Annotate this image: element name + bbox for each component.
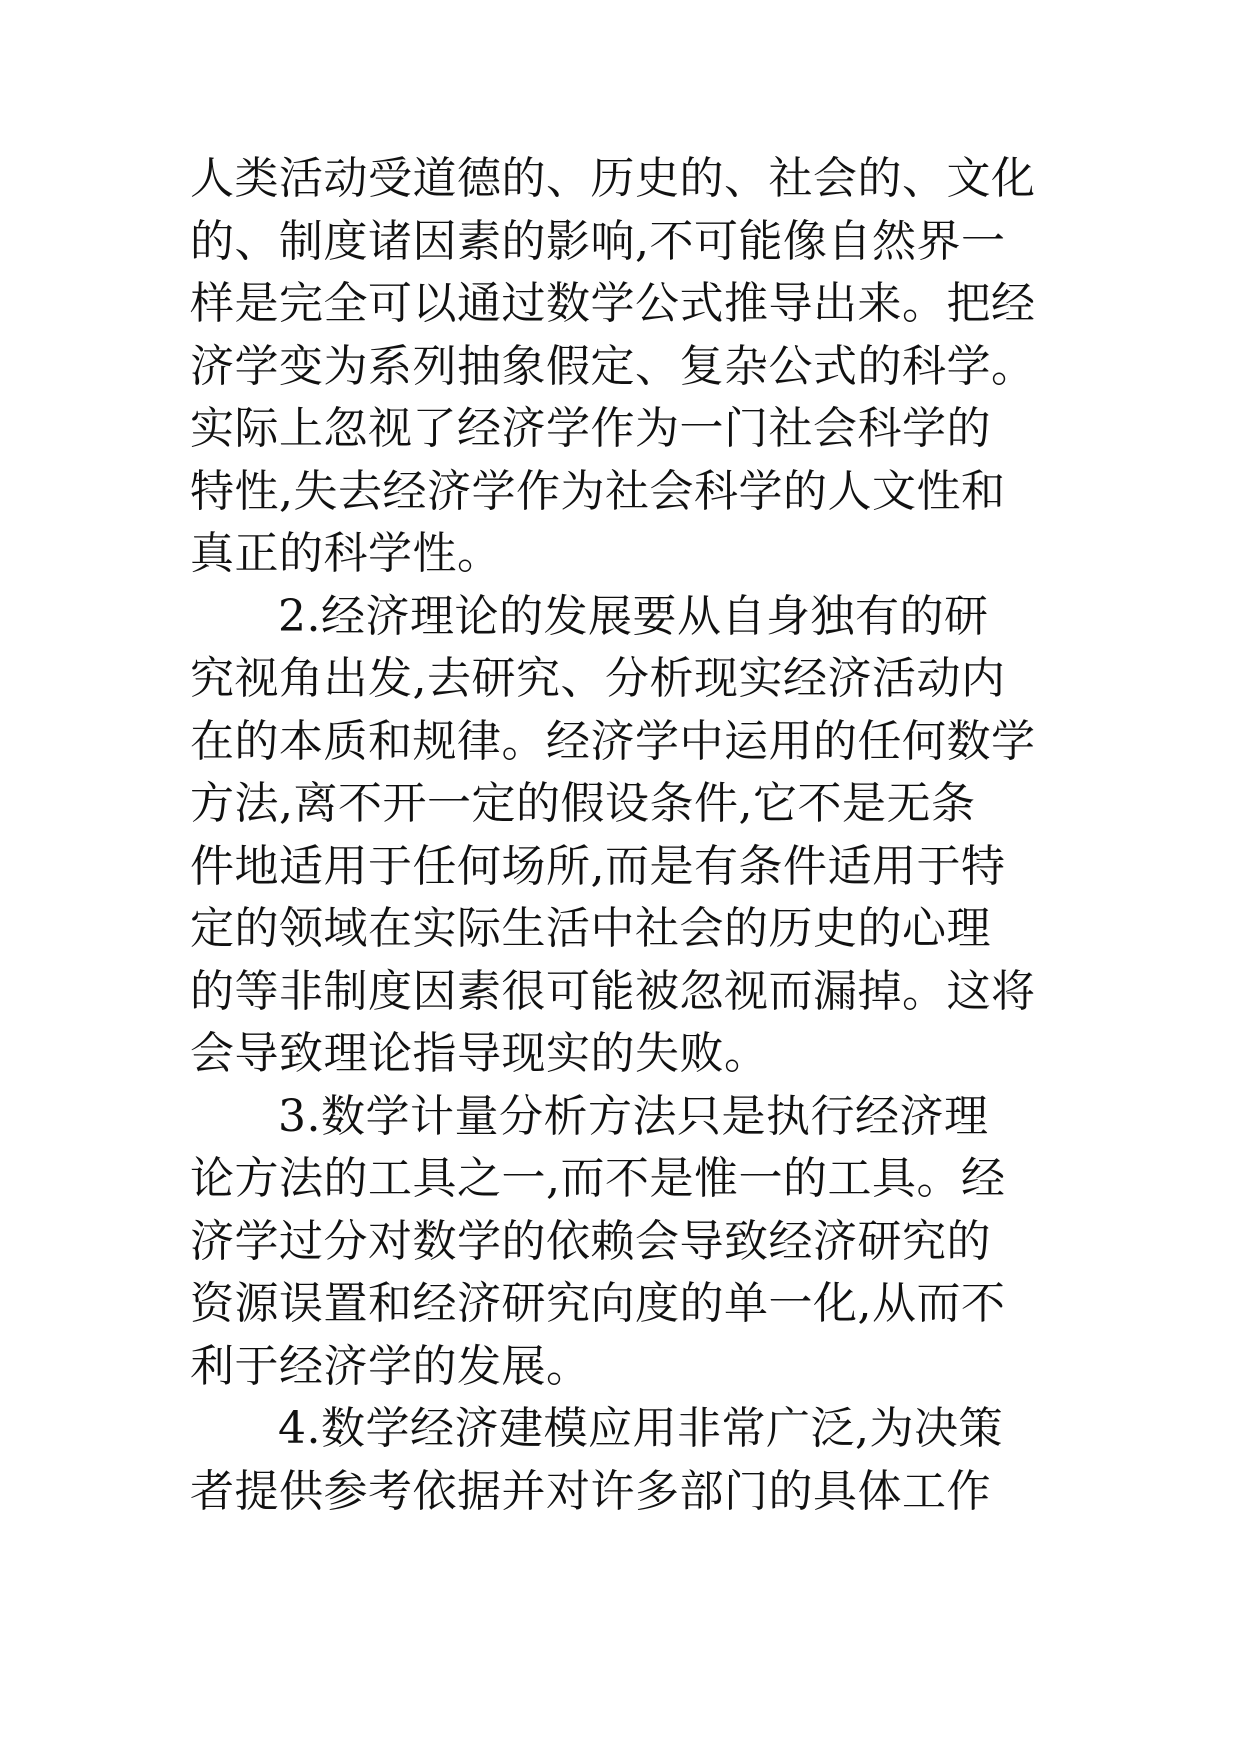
- text-line: 样是完全可以通过数学公式推导出来。把经: [190, 278, 1036, 329]
- text-line: 的等非制度因素很可能被忽视而漏掉。这将: [190, 965, 1036, 1017]
- text-line: 定的领域在实际生活中社会的历史的心理: [190, 903, 991, 954]
- text-line: 特性,失去经济学作为社会科学的人文性和: [190, 465, 1006, 517]
- text-line: 究视角出发,去研究、分析现实经济活动内: [190, 653, 1006, 704]
- text-line: 论方法的工具之一,而不是惟一的工具。经: [190, 1153, 1006, 1204]
- text-line: 的、制度诸因素的影响,不可能像自然界一: [190, 215, 1006, 267]
- text-line: 真正的科学性。: [190, 528, 502, 579]
- text-line: 件地适用于任何场所,而是有条件适用于特: [190, 840, 1006, 892]
- text-line: 在的本质和规律。经济学中运用的任何数学: [190, 715, 1036, 767]
- text-line: 济学变为系列抽象假定、复杂公式的科学。: [190, 340, 1036, 392]
- text-line-numbered-item: 4.数学经济建模应用非常广泛,为决策: [278, 1403, 1003, 1454]
- text-line: 利于经济学的发展。: [190, 1340, 591, 1392]
- text-line-numbered-item: 2.经济理论的发展要从自身独有的研: [278, 590, 989, 642]
- text-line: 人类活动受道德的、历史的、社会的、文化: [190, 153, 1036, 204]
- text-line-numbered-item: 3.数学计量分析方法只是执行经济理: [278, 1090, 989, 1142]
- text-line: 济学过分对数学的依赖会导致经济研究的: [190, 1215, 991, 1267]
- body-text: [190, 148, 1090, 1523]
- text-line: 实际上忽视了经济学作为一门社会科学的: [190, 403, 991, 454]
- text-line: 会导致理论指导现实的失败。: [190, 1028, 769, 1079]
- text-line: 者提供参考依据并对许多部门的具体工作: [190, 1465, 991, 1517]
- text-line: 资源误置和经济研究向度的单一化,从而不: [190, 1278, 1006, 1329]
- text-line: 方法,离不开一定的假设条件,它不是无条: [190, 778, 976, 829]
